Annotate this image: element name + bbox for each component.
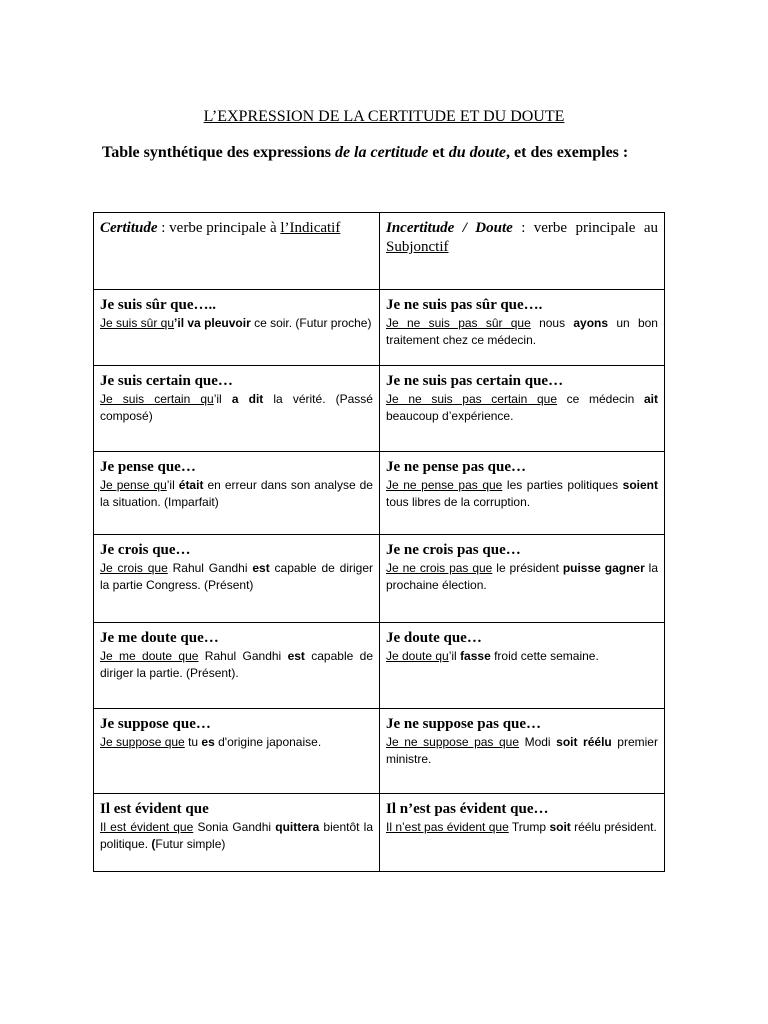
example-verb: (	[151, 837, 156, 851]
example-text: nous	[530, 316, 574, 330]
table-row	[94, 794, 665, 872]
table-header-row	[94, 213, 665, 290]
example-text: Futur simple)	[155, 837, 226, 851]
example-text: ’il	[166, 478, 179, 492]
example-underlined-phrase: Je suis certain qu	[100, 392, 214, 406]
expression-title: Il n’est pas évident que…	[386, 801, 549, 817]
certitude-cell	[94, 290, 380, 366]
expression-title: Je crois que…	[100, 542, 191, 558]
certitude-cell	[94, 535, 380, 623]
example-sentence	[100, 560, 373, 594]
example-text: Trump	[508, 820, 550, 834]
intro-emphasis-doute: du doute	[448, 144, 507, 161]
example-sentence	[100, 477, 373, 511]
example-text: Modi	[519, 735, 557, 749]
table-row	[94, 623, 665, 709]
example-verb: ’il va pleuvoir	[174, 316, 251, 330]
table-row	[94, 535, 665, 623]
example-text: capable de diriger la partie. (Présent).	[100, 649, 373, 680]
expression-title: Je ne suis pas sûr que….	[386, 297, 543, 313]
header-cell-certitude	[94, 213, 380, 290]
example-verb: a dit	[231, 392, 264, 406]
example-underlined-phrase: Je ne suis pas certain que	[386, 392, 557, 406]
intro-paragraph	[93, 143, 673, 163]
example-text: la vérité. (Passé composé)	[100, 392, 373, 423]
example-text: d'origine japonaise.	[214, 735, 322, 749]
example-underlined-phrase: Je suppose que	[100, 735, 185, 749]
header-term: Certitude	[100, 220, 158, 236]
example-text: ’il	[448, 649, 461, 663]
example-underlined-phrase: Il n’est pas évident que	[386, 820, 509, 834]
example-sentence	[100, 819, 373, 853]
header-term: Incertitude / Doute	[386, 220, 513, 236]
doute-cell	[380, 290, 665, 366]
example-underlined-phrase: Je ne suis pas sûr que	[386, 316, 531, 330]
example-verb: soit réélu	[556, 735, 612, 749]
example-text: réélu président.	[570, 820, 657, 834]
example-verb: soient	[622, 478, 658, 492]
doute-cell	[380, 794, 665, 872]
table-row	[94, 452, 665, 535]
page-title: L’EXPRESSION DE LA CERTITUDE ET DU DOUTE	[203, 108, 565, 125]
example-underlined-phrase: Je suis sûr qu	[100, 316, 175, 330]
doute-cell	[380, 535, 665, 623]
expression-title: Je ne crois pas que…	[386, 542, 521, 558]
example-text: les parties politiques	[502, 478, 623, 492]
example-text: Rahul Gandhi	[167, 561, 253, 575]
example-sentence	[386, 560, 658, 594]
certitude-cell	[94, 623, 380, 709]
example-verb: était	[178, 478, 204, 492]
intro-text: , et des exemples :	[506, 144, 629, 161]
expression-title: Je pense que…	[100, 459, 196, 475]
example-sentence	[386, 391, 658, 425]
intro-text: Table synthétique des expressions	[102, 144, 335, 161]
example-sentence	[100, 391, 373, 425]
example-text: un bon traitement chez ce médecin.	[386, 316, 658, 347]
intro-text: et	[428, 144, 449, 161]
certitude-cell	[94, 709, 380, 794]
example-text: Rahul Gandhi	[198, 649, 288, 663]
doute-cell	[380, 366, 665, 452]
example-sentence	[386, 477, 658, 511]
example-underlined-phrase: Je ne pense pas que	[386, 478, 503, 492]
example-underlined-phrase: Je pense qu	[100, 478, 167, 492]
certitude-cell	[94, 794, 380, 872]
doute-cell	[380, 623, 665, 709]
example-sentence	[386, 819, 658, 836]
expression-title: Je suppose que…	[100, 716, 211, 732]
example-verb: soit	[549, 820, 571, 834]
example-text: en erreur dans son analyse de la situation. (Imparfait)	[100, 478, 373, 509]
example-text: bientôt la politique.	[100, 820, 373, 851]
example-underlined-phrase: Il est évident que	[100, 820, 194, 834]
certitude-cell	[94, 452, 380, 535]
example-verb: quittera	[275, 820, 320, 834]
expression-title: Je ne suppose pas que…	[386, 716, 542, 732]
example-verb: puisse gagner	[562, 561, 645, 575]
example-text: tu	[184, 735, 202, 749]
example-verb: fasse	[460, 649, 491, 663]
header-text: : verbe principale au	[512, 220, 658, 236]
example-sentence	[100, 315, 373, 332]
example-verb: est	[287, 649, 305, 663]
expression-title: Je suis sûr que…..	[100, 297, 217, 313]
doute-cell	[380, 709, 665, 794]
example-underlined-phrase: Je me doute que	[100, 649, 199, 663]
example-text: tous libres de la corruption.	[386, 495, 531, 509]
example-underlined-phrase: Je doute qu	[386, 649, 449, 663]
example-text: ce soir. (Futur proche)	[250, 316, 372, 330]
doute-cell	[380, 452, 665, 535]
example-text: Sonia Gandhi	[193, 820, 276, 834]
expression-title: Je ne pense pas que…	[386, 459, 527, 475]
example-text: capable de diriger la partie Congress. (Présent)	[100, 561, 373, 592]
table-row	[94, 709, 665, 794]
example-sentence	[386, 734, 658, 768]
example-verb: est	[252, 561, 270, 575]
table-row	[94, 366, 665, 452]
expression-title: Je ne suis pas certain que…	[386, 373, 564, 389]
example-verb: ayons	[573, 316, 609, 330]
example-text: froid cette semaine.	[490, 649, 599, 663]
expressions-table	[93, 212, 665, 872]
example-sentence	[386, 315, 658, 349]
certitude-cell	[94, 366, 380, 452]
expression-title: Je me doute que…	[100, 630, 219, 646]
example-text: la prochaine élection.	[386, 561, 658, 592]
example-text: ce médecin	[557, 392, 644, 406]
example-sentence	[100, 648, 373, 682]
expression-title: Il est évident que	[100, 801, 209, 817]
example-text: premier ministre.	[386, 735, 658, 766]
table-row	[94, 290, 665, 366]
header-mood: Subjonctif	[386, 239, 449, 255]
example-sentence	[100, 734, 373, 751]
header-mood: l’Indicatif	[280, 220, 341, 236]
example-text: beaucoup d’expérience.	[386, 409, 514, 423]
expression-title: Je doute que…	[386, 630, 482, 646]
example-text: le président	[492, 561, 563, 575]
example-verb: es	[201, 735, 215, 749]
header-text: : verbe principale à	[157, 220, 281, 236]
intro-emphasis-certitude: de la certitude	[334, 144, 429, 161]
expression-title: Je suis certain que…	[100, 373, 233, 389]
example-underlined-phrase: Je ne crois pas que	[386, 561, 493, 575]
example-sentence	[386, 648, 658, 665]
example-underlined-phrase: Je ne suppose pas que	[386, 735, 520, 749]
example-underlined-phrase: Je crois que	[100, 561, 168, 575]
example-verb: ait	[643, 392, 658, 406]
example-text: ’il	[213, 392, 232, 406]
header-cell-doute	[380, 213, 665, 290]
